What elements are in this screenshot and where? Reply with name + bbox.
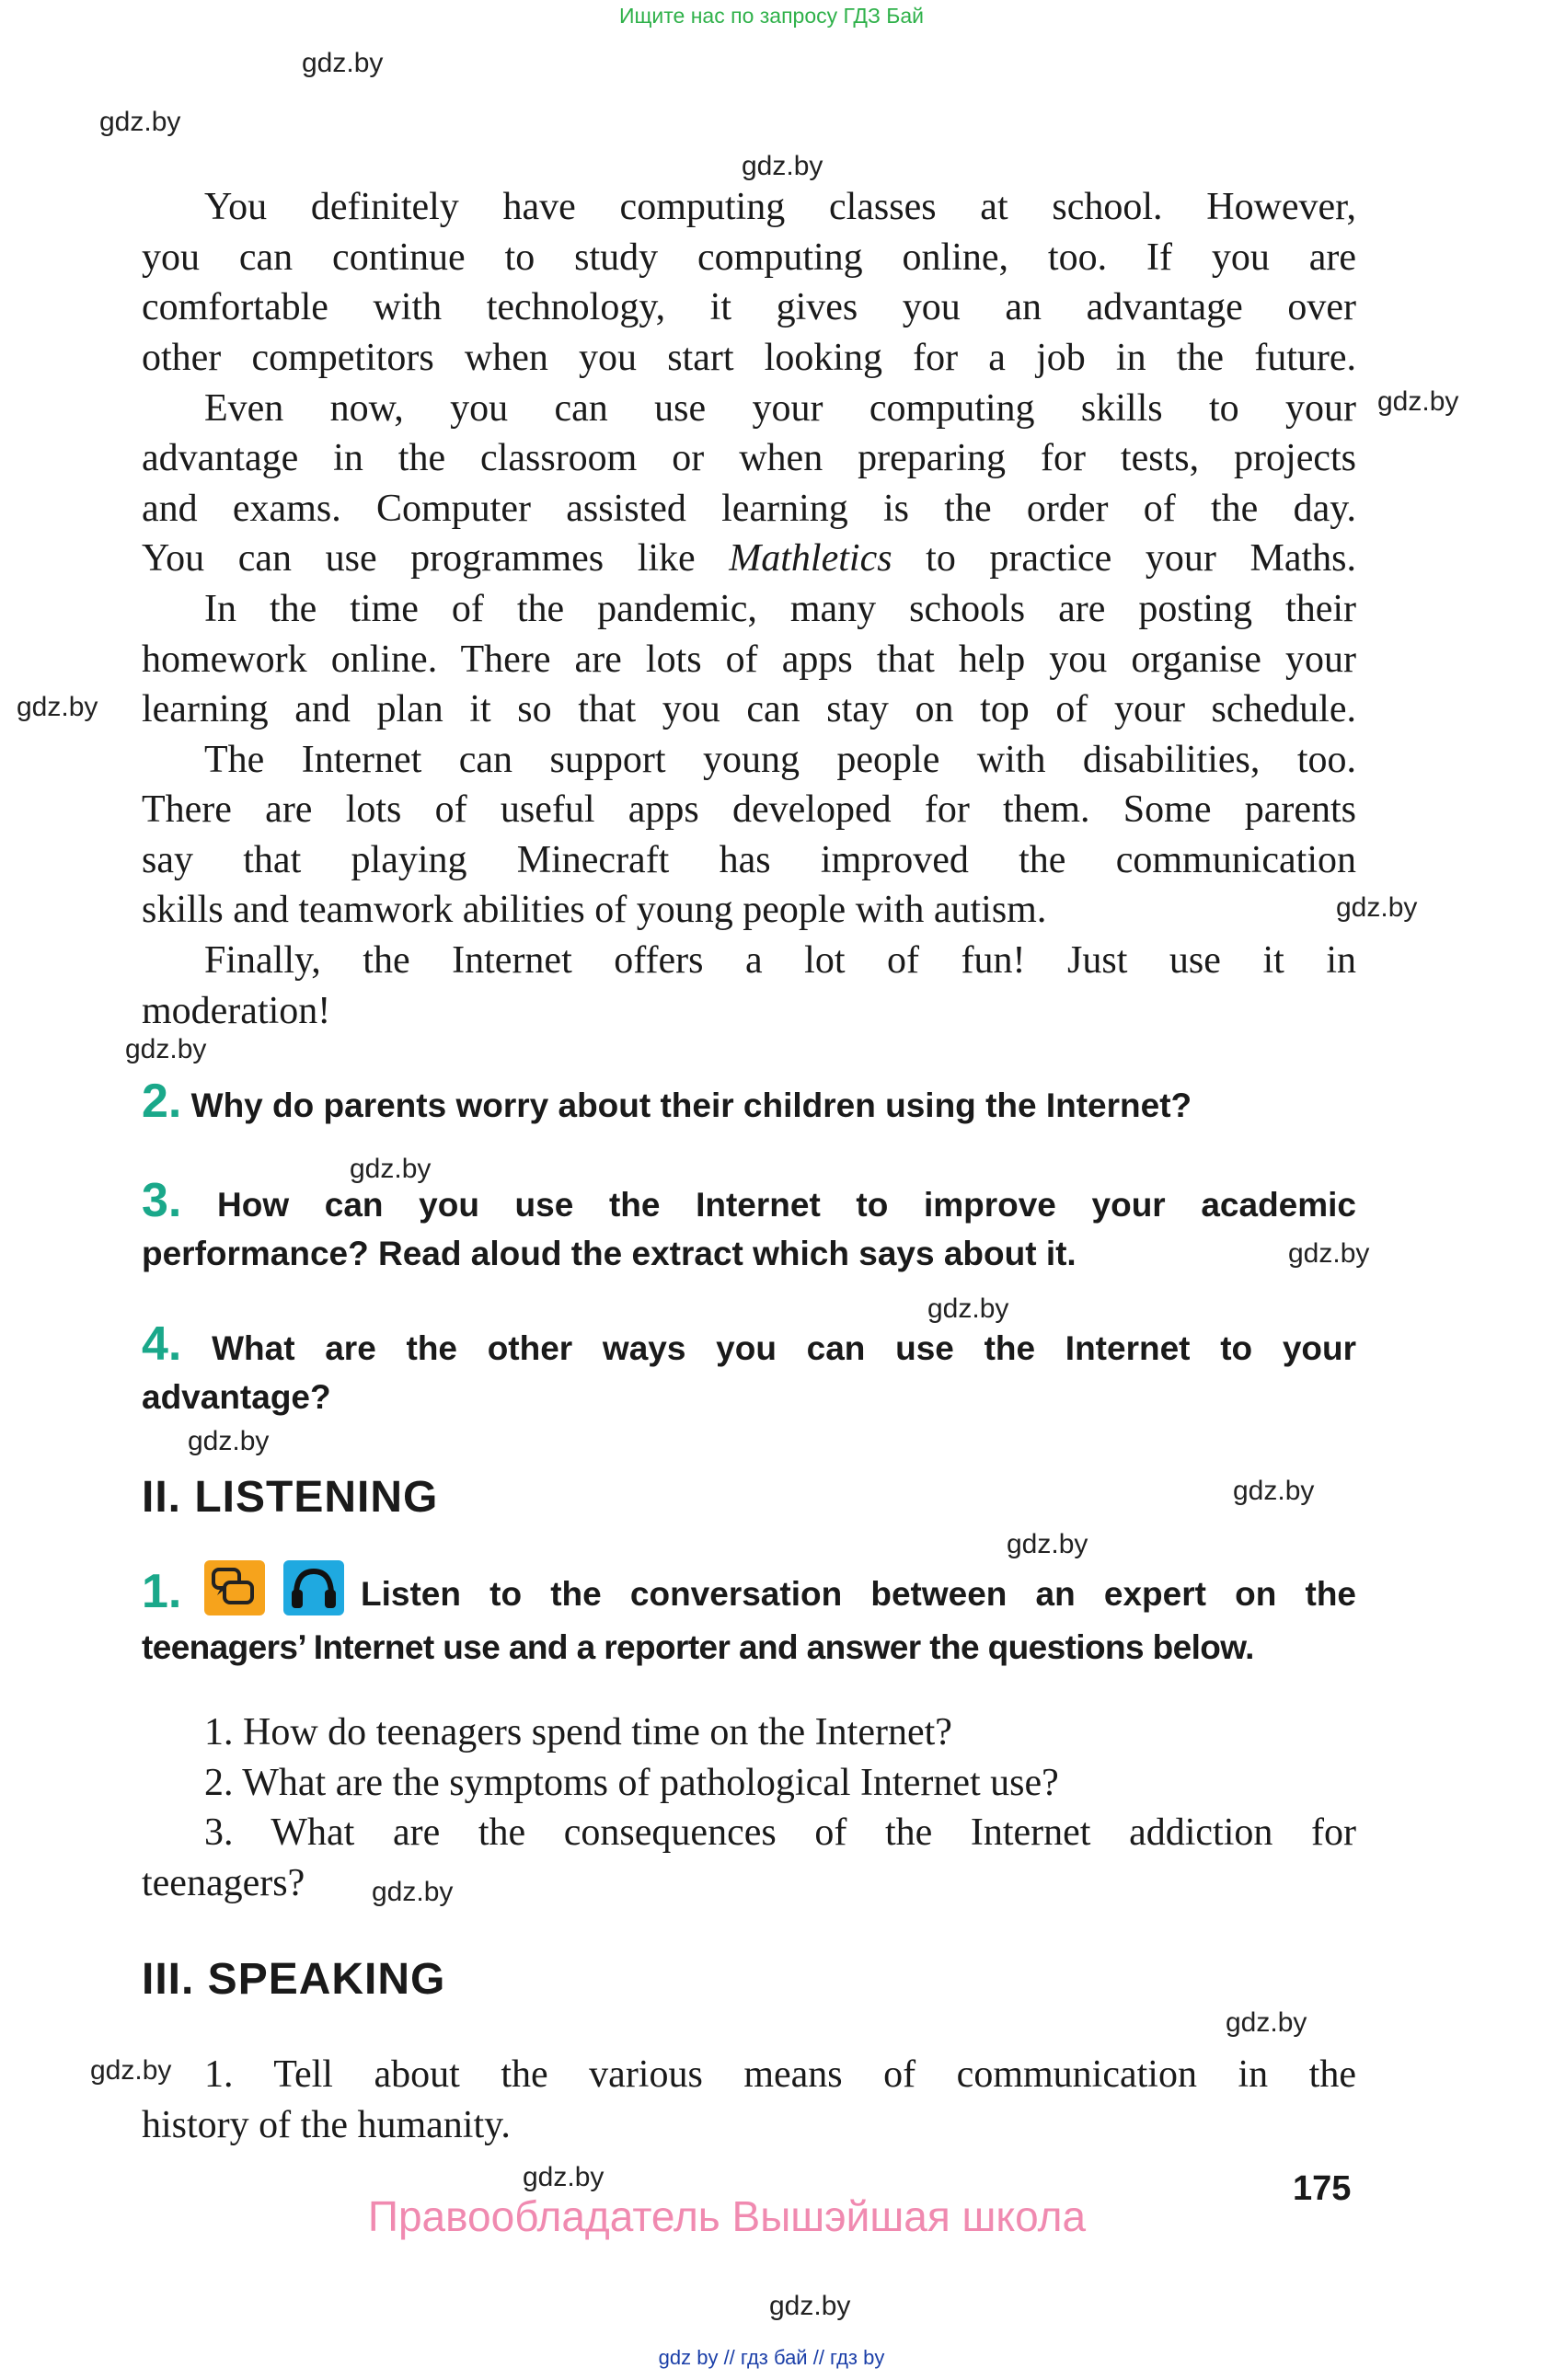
paragraph-line: comfortable with technology, it gives you an advantage over: [142, 286, 1356, 328]
paragraph-line: skills and teamwork abilities of young people with autism.: [142, 889, 1047, 931]
watermark: gdz.by: [1377, 386, 1459, 417]
text-run: You can use programmes like: [142, 537, 730, 580]
listening-question: 3. What are the consequences of the Internet addiction for: [204, 1811, 1356, 1854]
question-3: [142, 1174, 1357, 1228]
watermark: gdz.by: [1336, 892, 1418, 923]
pair-work-icon: [204, 1560, 265, 1615]
watermark: gdz.by: [125, 1034, 207, 1064]
paragraph-line: Finally, the Internet offers a lot of fun! Just use it in: [204, 939, 1356, 982]
question-number: 2.: [142, 1075, 182, 1128]
question-4: [142, 1317, 1357, 1372]
question-4-cont: advantage?: [142, 1378, 331, 1416]
question-number: 3.: [142, 1174, 182, 1227]
paragraph-line: homework online. There are lots of apps that help you organise your: [142, 638, 1356, 681]
footer-links[interactable]: gdz by // гдз бай // гдз by: [658, 2346, 885, 2369]
paragraph-line: and exams. Computer assisted learning is the order of the day.: [142, 488, 1356, 530]
watermark: gdz.by: [1007, 1529, 1088, 1559]
paragraph-line: You definitely have computing classes at school. However,: [204, 186, 1356, 228]
question-2: [142, 1075, 1356, 1129]
watermark: gdz.by: [302, 48, 384, 78]
listening-question: 2. What are the symptoms of pathological Internet use?: [204, 1762, 1059, 1804]
watermark: gdz.by: [188, 1426, 270, 1456]
question-3-cont: performance? Read aloud the extract which says about it.: [142, 1235, 1077, 1272]
task-text: Listen to the conversation between an expert on the: [361, 1575, 1356, 1613]
emphasis-text: Mathletics: [729, 537, 892, 580]
watermark: gdz.by: [17, 692, 98, 722]
listening-question: 1. How do teenagers spend time on the Internet?: [204, 1711, 952, 1753]
text-run: to practice your Maths.: [892, 537, 1356, 580]
paragraph-line: [142, 534, 1356, 584]
copyright-notice: Правообладатель Вышэйшая школа: [367, 2192, 1087, 2240]
watermark: gdz.by: [927, 1293, 1009, 1324]
paragraph-line: There are lots of useful apps developed for them. Some parents: [142, 788, 1356, 831]
top-banner[interactable]: Ищите нас по запросу ГДЗ Бай: [618, 4, 925, 28]
paragraph-line: you can continue to study computing online, too. If you are: [142, 236, 1356, 279]
speaking-task-cont: history of the humanity.: [142, 2104, 511, 2146]
watermark: gdz.by: [1288, 1238, 1370, 1269]
watermark: gdz.by: [99, 107, 181, 137]
paragraph-line: moderation!: [142, 990, 331, 1032]
watermark: gdz.by: [523, 2162, 605, 2192]
paragraph-line: Even now, you can use your computing skills to your: [204, 387, 1356, 430]
paragraph-line: The Internet can support young people with disabilities, too.: [204, 739, 1356, 781]
watermark: gdz.by: [1226, 2007, 1307, 2038]
paragraph-line: advantage in the classroom or when preparing for tests, projects: [142, 437, 1356, 479]
question-text: What are the other ways you can use the Internet to your: [212, 1329, 1357, 1367]
task-number: 1.: [142, 1565, 182, 1618]
watermark: gdz.by: [742, 151, 823, 181]
watermark: gdz.by: [372, 1877, 454, 1907]
page-number: 175: [1293, 2169, 1352, 2208]
listening-question-cont: teenagers?: [142, 1862, 305, 1904]
watermark: gdz.by: [769, 2291, 851, 2321]
question-text: Why do parents worry about their children using the Internet?: [190, 1087, 1192, 1124]
watermark: gdz.by: [90, 2055, 172, 2086]
watermark: gdz.by: [350, 1154, 432, 1184]
question-number: 4.: [142, 1317, 182, 1371]
paragraph-line: learning and plan it so that you can stay on top of your schedule.: [142, 688, 1356, 730]
question-text: How can you use the Internet to improve your academic: [217, 1186, 1357, 1224]
paragraph-line: In the time of the pandemic, many schools are posting their: [204, 588, 1356, 630]
speaking-task: 1. Tell about the various means of communication in the: [204, 2053, 1356, 2096]
section-heading-listening: II. LISTENING: [142, 1473, 439, 1522]
headphones-icon: [283, 1560, 344, 1615]
task-text-cont: teenagers’ Internet use and a reporter and answer the questions below.: [142, 1628, 1254, 1666]
section-heading-speaking: III. SPEAKING: [142, 1955, 446, 2004]
watermark: gdz.by: [1233, 1476, 1315, 1506]
paragraph-line: say that playing Minecraft has improved the communication: [142, 839, 1356, 881]
paragraph-line: other competitors when you start looking for a job in the future.: [142, 337, 1356, 379]
